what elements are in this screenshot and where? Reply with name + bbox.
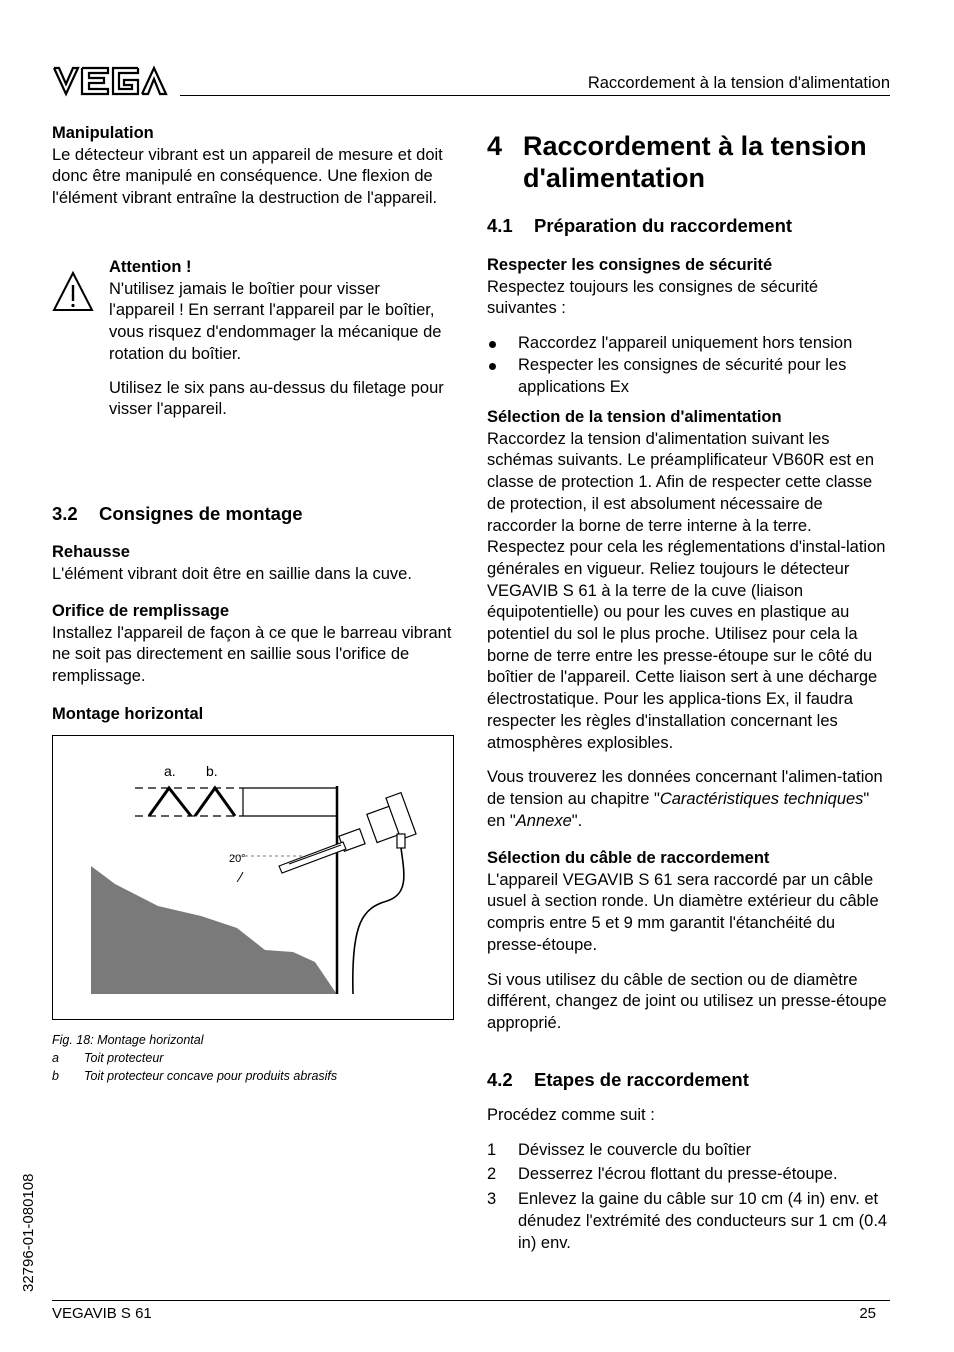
label-a: a. [164,763,176,779]
selection-tension-text: Raccordez la tension d'alimentation suivant les schémas suivants. Le préamplificateur VB60R est en classe de protection 1. Afin de respecter cette classe de protection, il est absolument nécessaire de raccorder la borne de terre interne à la terre. Respectez pour cela les réglementations d'instal-lation générales en vigueur. Reliez toujours le détecteur VEGAVIB S 61 à la terre de la cuve (liaison équipotentielle) ou pour les cuves en plastique au potentiel du sol le plus proche. Utilisez pour cela la borne de terre entre les presse-étoupe sur le côté du boîtier de l'appareil. Cette liaison sert à une décharge électrostatique. Pour les applica-tions Ex, il faudra respecter les règles d'installation concernant les atmosphères explosibles. [487,429,886,752]
manipulation-text: Le détecteur vibrant est un appareil de mesure et doit donc être manipulé en conséquence. Une flexion de l'élément vibrant entraîne la destruction de l'appareil. [52,145,443,208]
product-fill [91,866,336,994]
selection-tension-heading: Sélection de la tension d'alimentation [487,408,782,426]
bullet-text: Raccordez l'appareil uniquement hors tension [518,334,853,353]
section-title: Etapes de raccordement [534,1069,749,1090]
ref-caracteristiques: Caractéristiques techniques [659,789,864,808]
selection-cable-heading: Sélection du câble de raccordement [487,849,770,867]
attention-text-2: Utilisez le six pans au-dessus du filetage pour visser l'appareil. [109,378,444,419]
step-number: 3 [487,1190,497,1209]
selection-cable-text: L'appareil VEGAVIB S 61 sera raccordé par un câble usuel à section ronde. Un diamètre extérieur du câble compris entre 5 et 9 mm garantit l'étanchéité du presse-étoupe. [487,870,879,954]
step-text: Enlevez la gaine du câble sur 10 cm (4 in) env. et dénudez l'extrémité des conducteurs sur 1 cm (0.4 in) env. [518,1190,888,1252]
manipulation-heading: Manipulation [52,124,154,142]
section-4-1-heading [487,215,897,237]
step-text: Dévissez le couvercle du boîtier [518,1140,751,1159]
list-item [487,333,892,355]
attention-heading: Attention ! [109,258,192,276]
caption-title: Fig. 18: Montage horizontal [52,1033,204,1047]
cable [353,848,404,994]
footer-rule [52,1300,890,1301]
orifice-text: Installez l'appareil de façon à ce que le barreau vibrant ne soit pas directement en saillie sous l'orifice de remplissage. [52,623,452,686]
securite-heading: Respecter les consignes de sécurité [487,256,773,274]
caption-item-a [52,1049,457,1067]
chapter-title-line1: Raccordement à la tension [523,131,867,161]
selection-tension-block [487,407,892,832]
ref-post: ". [571,811,583,830]
ref-pre: Vous trouverez les données concernant l'alimen-tation de tension au chapitre " [487,768,883,808]
section-title: Préparation du raccordement [534,215,793,236]
header-rule [180,95,890,96]
list-item [487,355,892,398]
selection-cable-block [487,848,892,1035]
step-number: 2 [487,1165,497,1184]
chapter-number: 4 [487,131,503,161]
step-number: 1 [487,1140,497,1159]
attention-text: N'utilisez jamais le boîtier pour visser l'appareil ! En serrant l'appareil par le boîtier, vous risquez d'endommager la mécanique de rotation du boîtier. [109,279,442,363]
vega-logo [52,64,168,98]
list-item [487,1189,892,1254]
chapter-heading [487,130,907,194]
label-b: b. [206,763,218,779]
montage-heading: Montage horizontal [52,705,204,723]
rehausse-heading: Rehausse [52,543,130,561]
caption-text-b: Toit protecteur concave pour produits abrasifs [84,1069,338,1083]
securite-block [487,255,892,398]
figure-montage-horizontal [52,735,454,1020]
rehausse-text: L'élément vibrant doit être en saillie dans la cuve. [52,564,412,583]
doc-number: 32796-01-080108 [20,1173,37,1292]
sensor-housing [339,793,416,852]
steps-list [487,1140,892,1255]
warning-icon [52,270,94,314]
section-number: 4.2 [487,1069,513,1090]
footer-product: VEGAVIB S 61 [52,1305,152,1322]
step-text: Desserrez l'écrou flottant du presse-étoupe. [518,1165,838,1184]
list-item [487,1164,892,1186]
section-4-2-heading [487,1069,897,1091]
reference-text [487,767,892,832]
securite-bullets [487,333,892,398]
attention-block [109,257,449,421]
caption-key-b: b [52,1069,59,1083]
selection-cable-text-2: Si vous utilisez du câble de section ou de diamètre différent, changez de joint ou utilisez un presse-étoupe approprié. [487,970,887,1032]
figure-caption [52,1031,457,1085]
orifice-heading: Orifice de remplissage [52,602,229,620]
caption-key-a: a [52,1051,59,1065]
bullet-text: Respecter les consignes de sécurité pour les applications Ex [518,355,847,396]
section-3-2-heading [52,503,452,525]
roof-b [195,788,235,816]
header-title: Raccordement à la tension d'alimentation [587,74,890,92]
list-item [487,1140,892,1162]
steps-block [487,1105,892,1254]
steps-intro: Procédez comme suit : [487,1106,655,1124]
caption-text-a: Toit protecteur [84,1051,164,1065]
manipulation-block [52,123,457,210]
section-number: 4.1 [487,215,513,236]
page-number: 25 [859,1305,876,1322]
caption-item-b [52,1067,457,1085]
angle-label: 20° [229,853,246,865]
chapter-title-line2: d'alimentation [523,163,705,193]
doc-number-vertical [20,1152,40,1292]
ref-mid: " en " [487,789,870,830]
securite-text: Respectez toujours les consignes de sécurité suivantes : [487,277,819,318]
section-number: 3.2 [52,503,78,524]
section-title: Consignes de montage [99,503,303,524]
ref-annexe: Annexe [515,811,572,830]
roof-a [149,788,191,816]
orifice-block [52,601,457,688]
rehausse-block [52,542,457,585]
